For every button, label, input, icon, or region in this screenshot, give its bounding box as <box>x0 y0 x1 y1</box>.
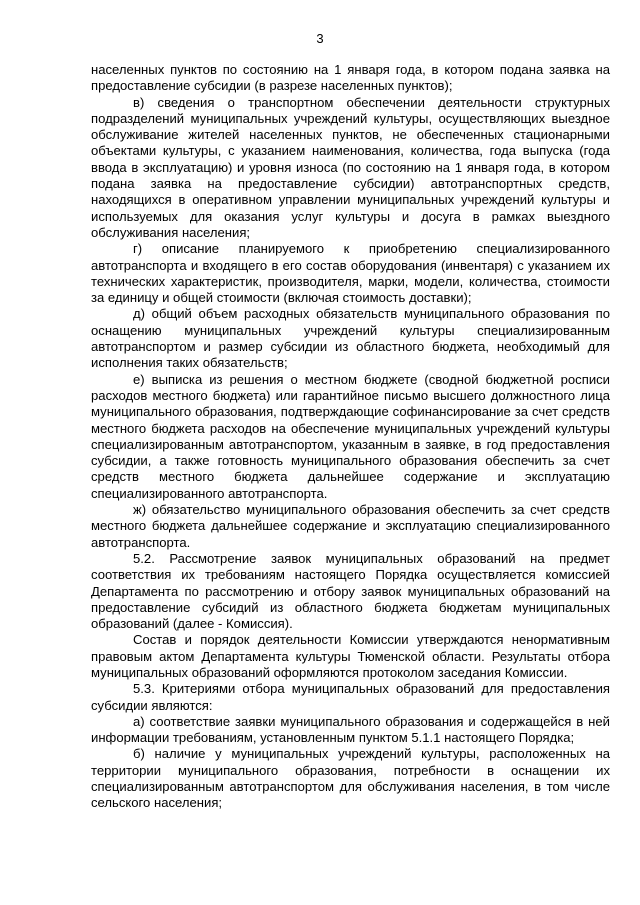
paragraph-item-g: г) описание планируемого к приобретению специализированного автотранспорта и входящего в его состав оборудования (инвентаря) с указанием их технических характеристик, производителя, марки, модели, количества, стоимости за единицу и общей стоимости (включая стоимость доставки); <box>91 241 610 306</box>
paragraph-commission: Состав и порядок деятельности Комиссии утверждаются ненормативным правовым актом Департамента культуры Тюменской области. Результаты отбора муниципальных образований оформляются протоколом заседания Комиссии. <box>91 632 610 680</box>
paragraph-criterion-a: а) соответствие заявки муниципального образования и содержащейся в ней информации требованиям, установленным пунктом 5.1.1 настоящего Порядка; <box>91 713 610 746</box>
paragraph-section-5-2: 5.2. Рассмотрение заявок муниципальных образований на предмет соответствия их требованиям настоящего Порядка осуществляется комиссией Департамента по рассмотрению и отбору заявок муниципальных образований на предоставление субсидий из областного бюджета бюджетам муниципальных образований (далее - Комиссия). <box>91 550 610 632</box>
paragraph-continuation: населенных пунктов по состоянию на 1 января года, в котором подана заявка на предоставление субсидии (в разрезе населенных пунктов); <box>91 62 610 94</box>
paragraph-section-5-3: 5.3. Критериями отбора муниципальных образований для предоставления субсидии являются: <box>91 681 610 713</box>
paragraph-item-d: д) общий объем расходных обязательств муниципального образования по оснащению муниципальных учреждений культуры специализированным автотранспортом и размер субсидии из областного бюджета, необходимый для исполнения таких обязательств; <box>91 306 610 371</box>
paragraph-criterion-b: б) наличие у муниципальных учреждений культуры, расположенных на территории муниципального образования, потребности в оснащении их специализированным автотранспортом для обслуживания населения, в том числе сельского населения; <box>91 746 610 811</box>
page-number: 3 <box>316 31 324 46</box>
paragraph-item-zh: ж) обязательство муниципального образования обеспечить за счет средств местного бюджета дальнейшее содержание и эксплуатацию специализированного автотранспорта. <box>91 502 610 550</box>
document-body <box>91 62 610 812</box>
paragraph-item-v: в) сведения о транспортном обеспечении деятельности структурных подразделений муниципальных учреждений культуры, осуществляющих выездное обслуживание жителей населенных пунктов, не обеспеченных стационарными объектами культуры, с указанием наименования, количества, года выпуска (года ввода в эксплуатацию) и уровня износа (по состоянию на 1 января года, в котором подана заявка на предоставление субсидии) автотранспортных средств, находящихся в оперативном управлении муниципальных учреждений культуры и используемых для оказания услуг культуры и досуга в рамках выездного обслуживания населения; <box>91 94 610 240</box>
paragraph-item-e: е) выписка из решения о местном бюджете (сводной бюджетной росписи расходов местного бюджета) или гарантийное письмо высшего должностного лица муниципального образования, подтверждающие софинансирование за счет средств местного бюджета расходов на обеспечение муниципальных учреждений культуры специализированным автотранспортом, указанным в заявке, в год предоставления субсидии, а также готовность муниципального образования обеспечить за счет средств местного бюджета дальнейшее содержание и эксплуатацию специализированного автотранспорта. <box>91 371 610 501</box>
